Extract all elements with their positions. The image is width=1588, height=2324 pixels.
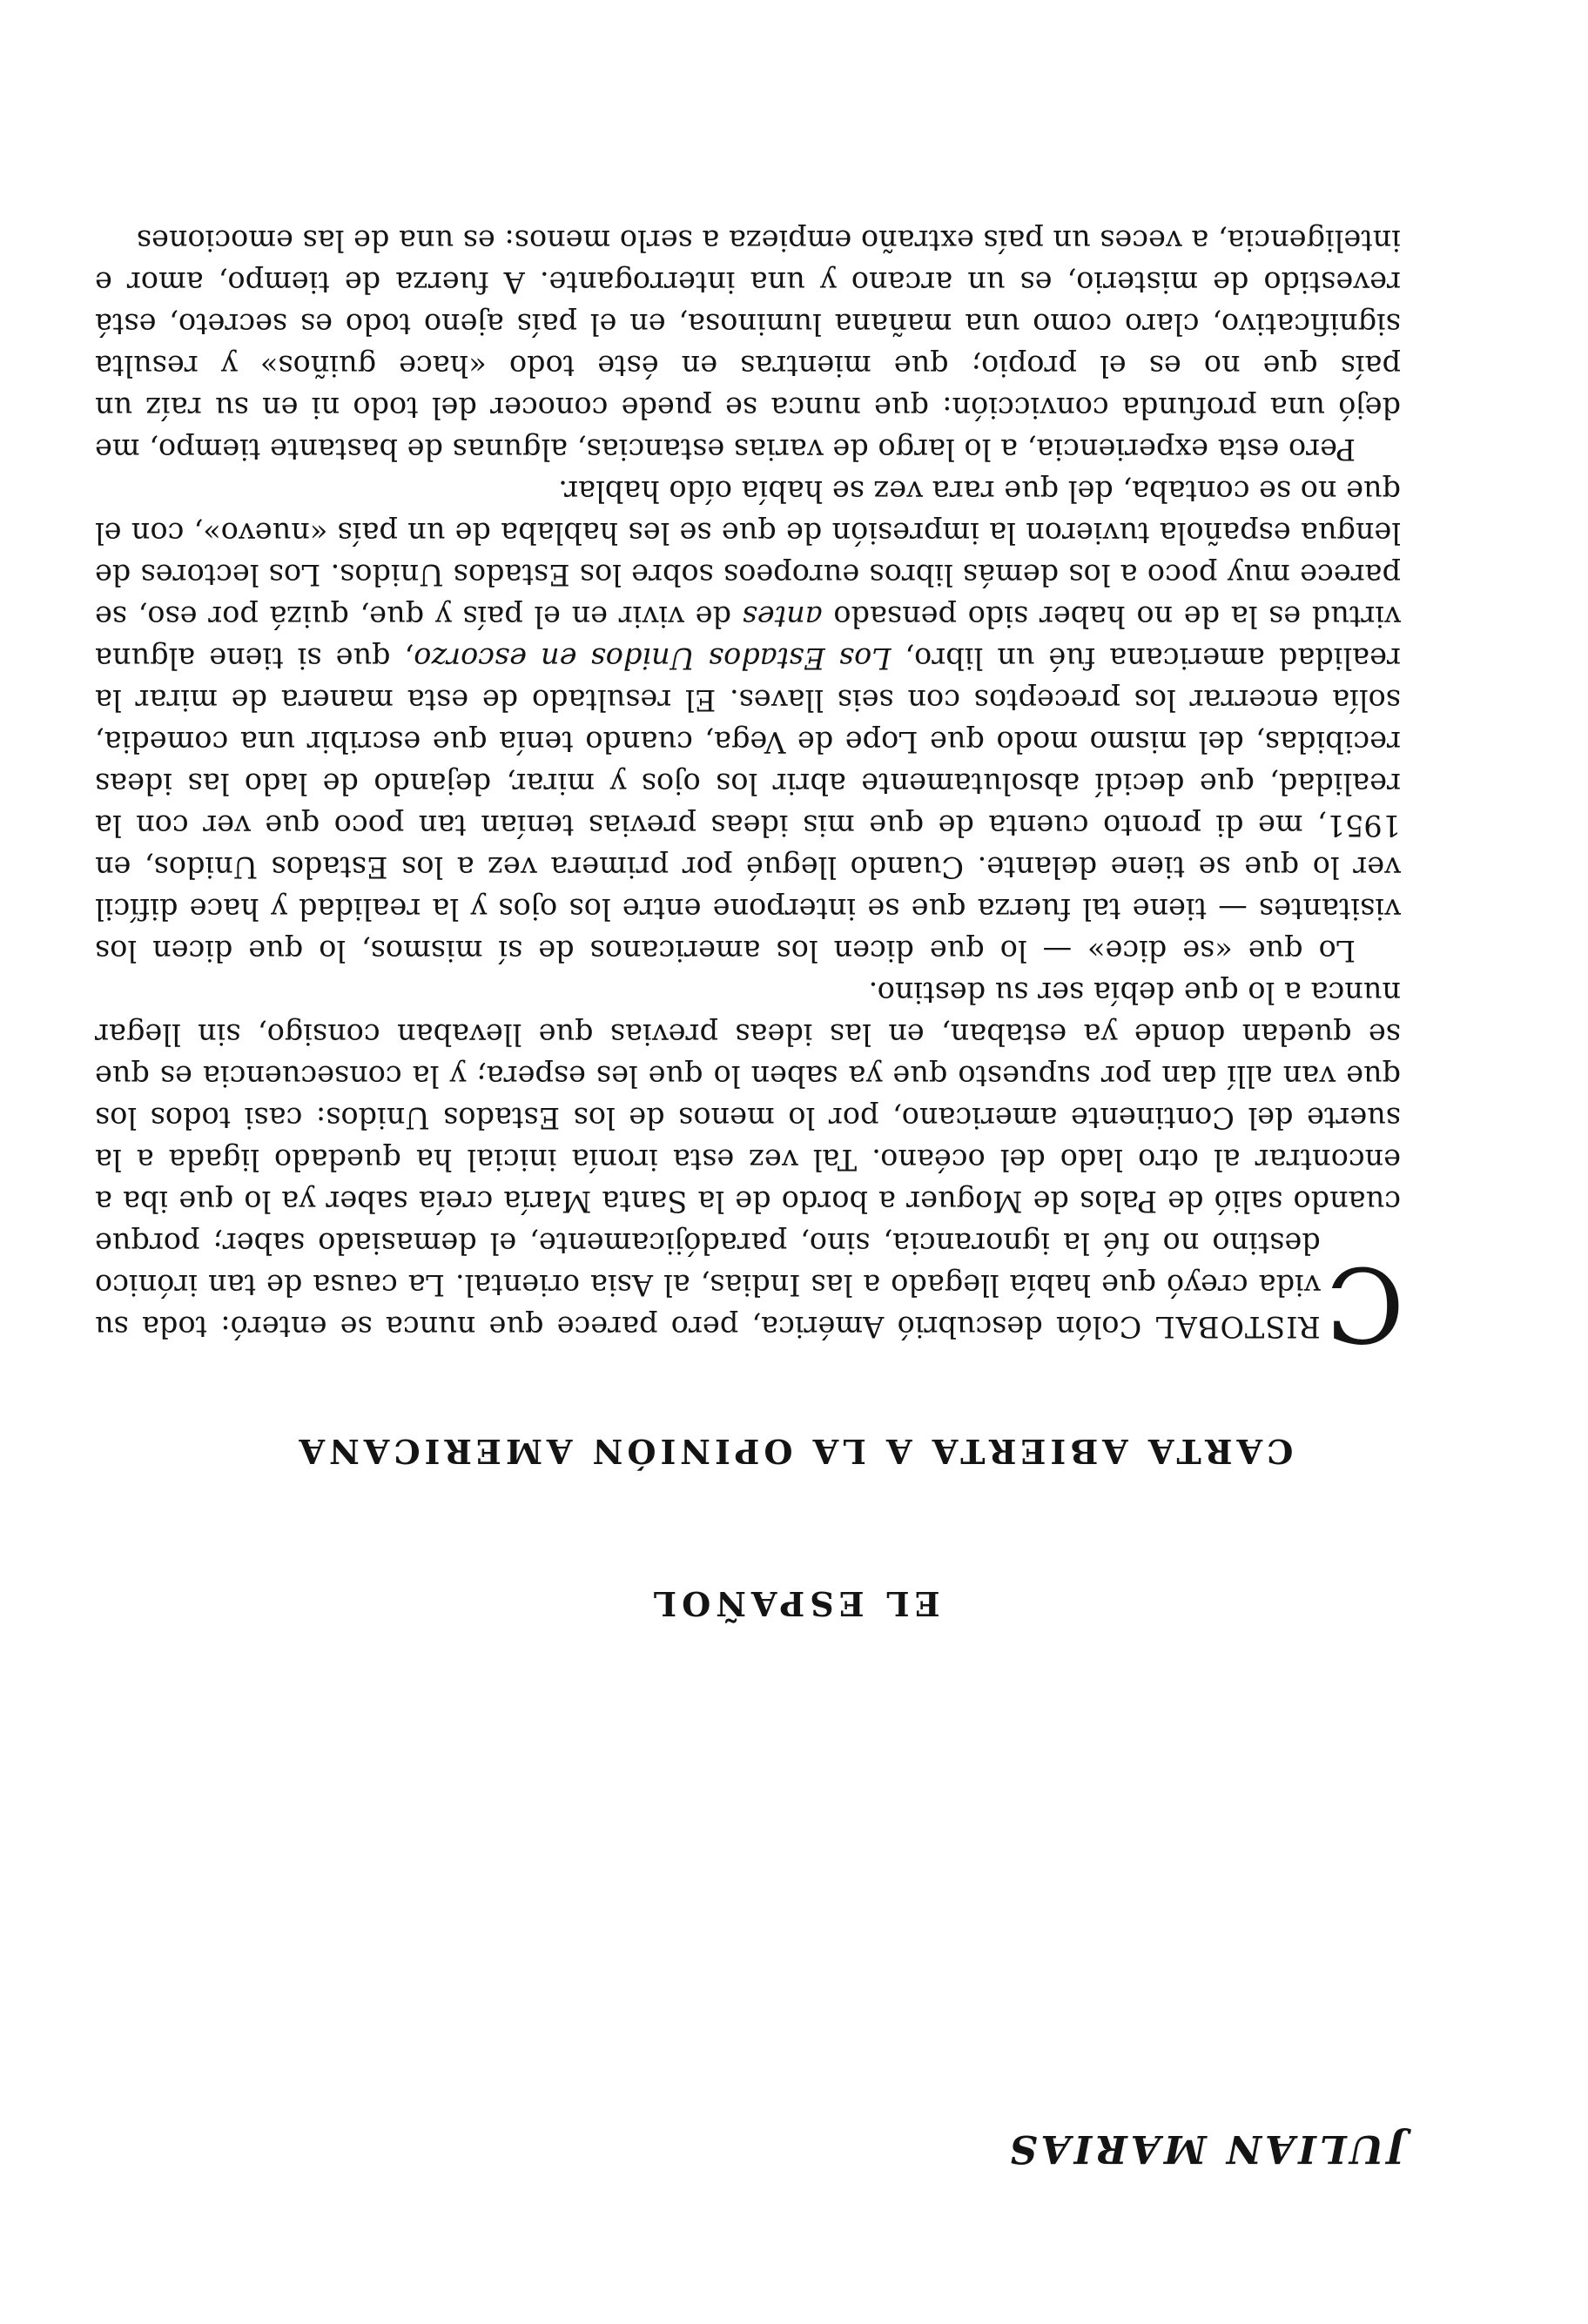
book-title: Los Estados Unidos en escorzo [414, 641, 892, 675]
paragraph-3-text: Pero esta experiencia, a lo largo de varias estancias, algunas de bastante tiempo, me dejó una profunda convicción: que nunca se puede conocer del todo ni en su raíz un país que no es el propio; que mientras en éste todo «hace guiños» y resulta significativo, claro como una mañana luminosa, en el país ajeno todo es secreto, está revestido de misterio, es un arcano y una interrogante. A fuerza de tiempo, amor e inteligencia, a veces un país extraño empieza a serlo menos: es una de las emociones [95, 224, 1401, 467]
section-title: EL ESPAÑOL [648, 1584, 940, 1623]
paragraph-2-text-a: Lo que «se dice» — lo que dicen los americanos de sí mismos, lo que dicen los visitantes — tiene tal fuerza que se interpone entre los ojos y la realidad y hace difícil ver lo que se tiene delante. Cuando llegué por primera vez a los Estados Unidos, en 1951, me di pronto cuenta de que mis ideas previas tenían tan poco que ver con la realidad, que decidí absolutamente abrir los ojos y mirar, dejando de lado las ideas recibidas, del mismo modo que Lope de Vega, cuando tenía que escribir una comedia, solía encerrar los preceptos con seis llaves. El resultado de esta manera de mirar la realidad americana fué un libro, [95, 641, 1401, 968]
article-body [95, 219, 1404, 1364]
paragraph-1 [95, 971, 1404, 1364]
emphasis-antes: antes [742, 600, 823, 634]
drop-cap: C [1325, 1244, 1404, 1364]
article-title: CARTA ABIERTA A LA OPINIÓN AMERICANA [294, 1432, 1294, 1471]
paragraph-1-text: Colón descubrió América, pero parece que nunca se enteró: toda su vida creyó que había llegado a las Indias, al Asia oriental. La causa de tan irónico destino no fué la ignorancia, sino, paradójicamente, el demasiado saber; porque cuando salió de Palos de Moguer a bordo de la Santa María creía saber ya lo que iba a encontrar al otro lado del océano. Tal vez esta ironía inicial ha quedado ligada a la suerte del Continente americano, por lo menos de los Estados Unidos: casi todos los que van allí dan por supuesto que ya saben lo que les espera; y la consecuencia es que se quedan donde ya estaban, en las ideas previas que llevaban consigo, sin llegar nunca a lo que debía ser su destino. [95, 976, 1401, 1344]
paragraph-3 [95, 219, 1401, 470]
paragraph-2-text-c: de vivir en el país y que, quizá por eso, se parece muy poco a los demás libros europeos sobre los Estados Unidos. Los lectores de lengua española tuvieron la impresión de que se les hablaba de un país «nuevo», con el que no se contaba, del que rara vez se había oído hablar. [95, 474, 1401, 634]
paragraph-2-text-b: , que si tiene alguna virtud es la de no haber sido pensado [95, 600, 1401, 675]
author-name: JULIAN MARIAS [1006, 2126, 1405, 2171]
lead-caps: RISTOBAL [1154, 1310, 1321, 1344]
paragraph-2 [95, 470, 1401, 971]
